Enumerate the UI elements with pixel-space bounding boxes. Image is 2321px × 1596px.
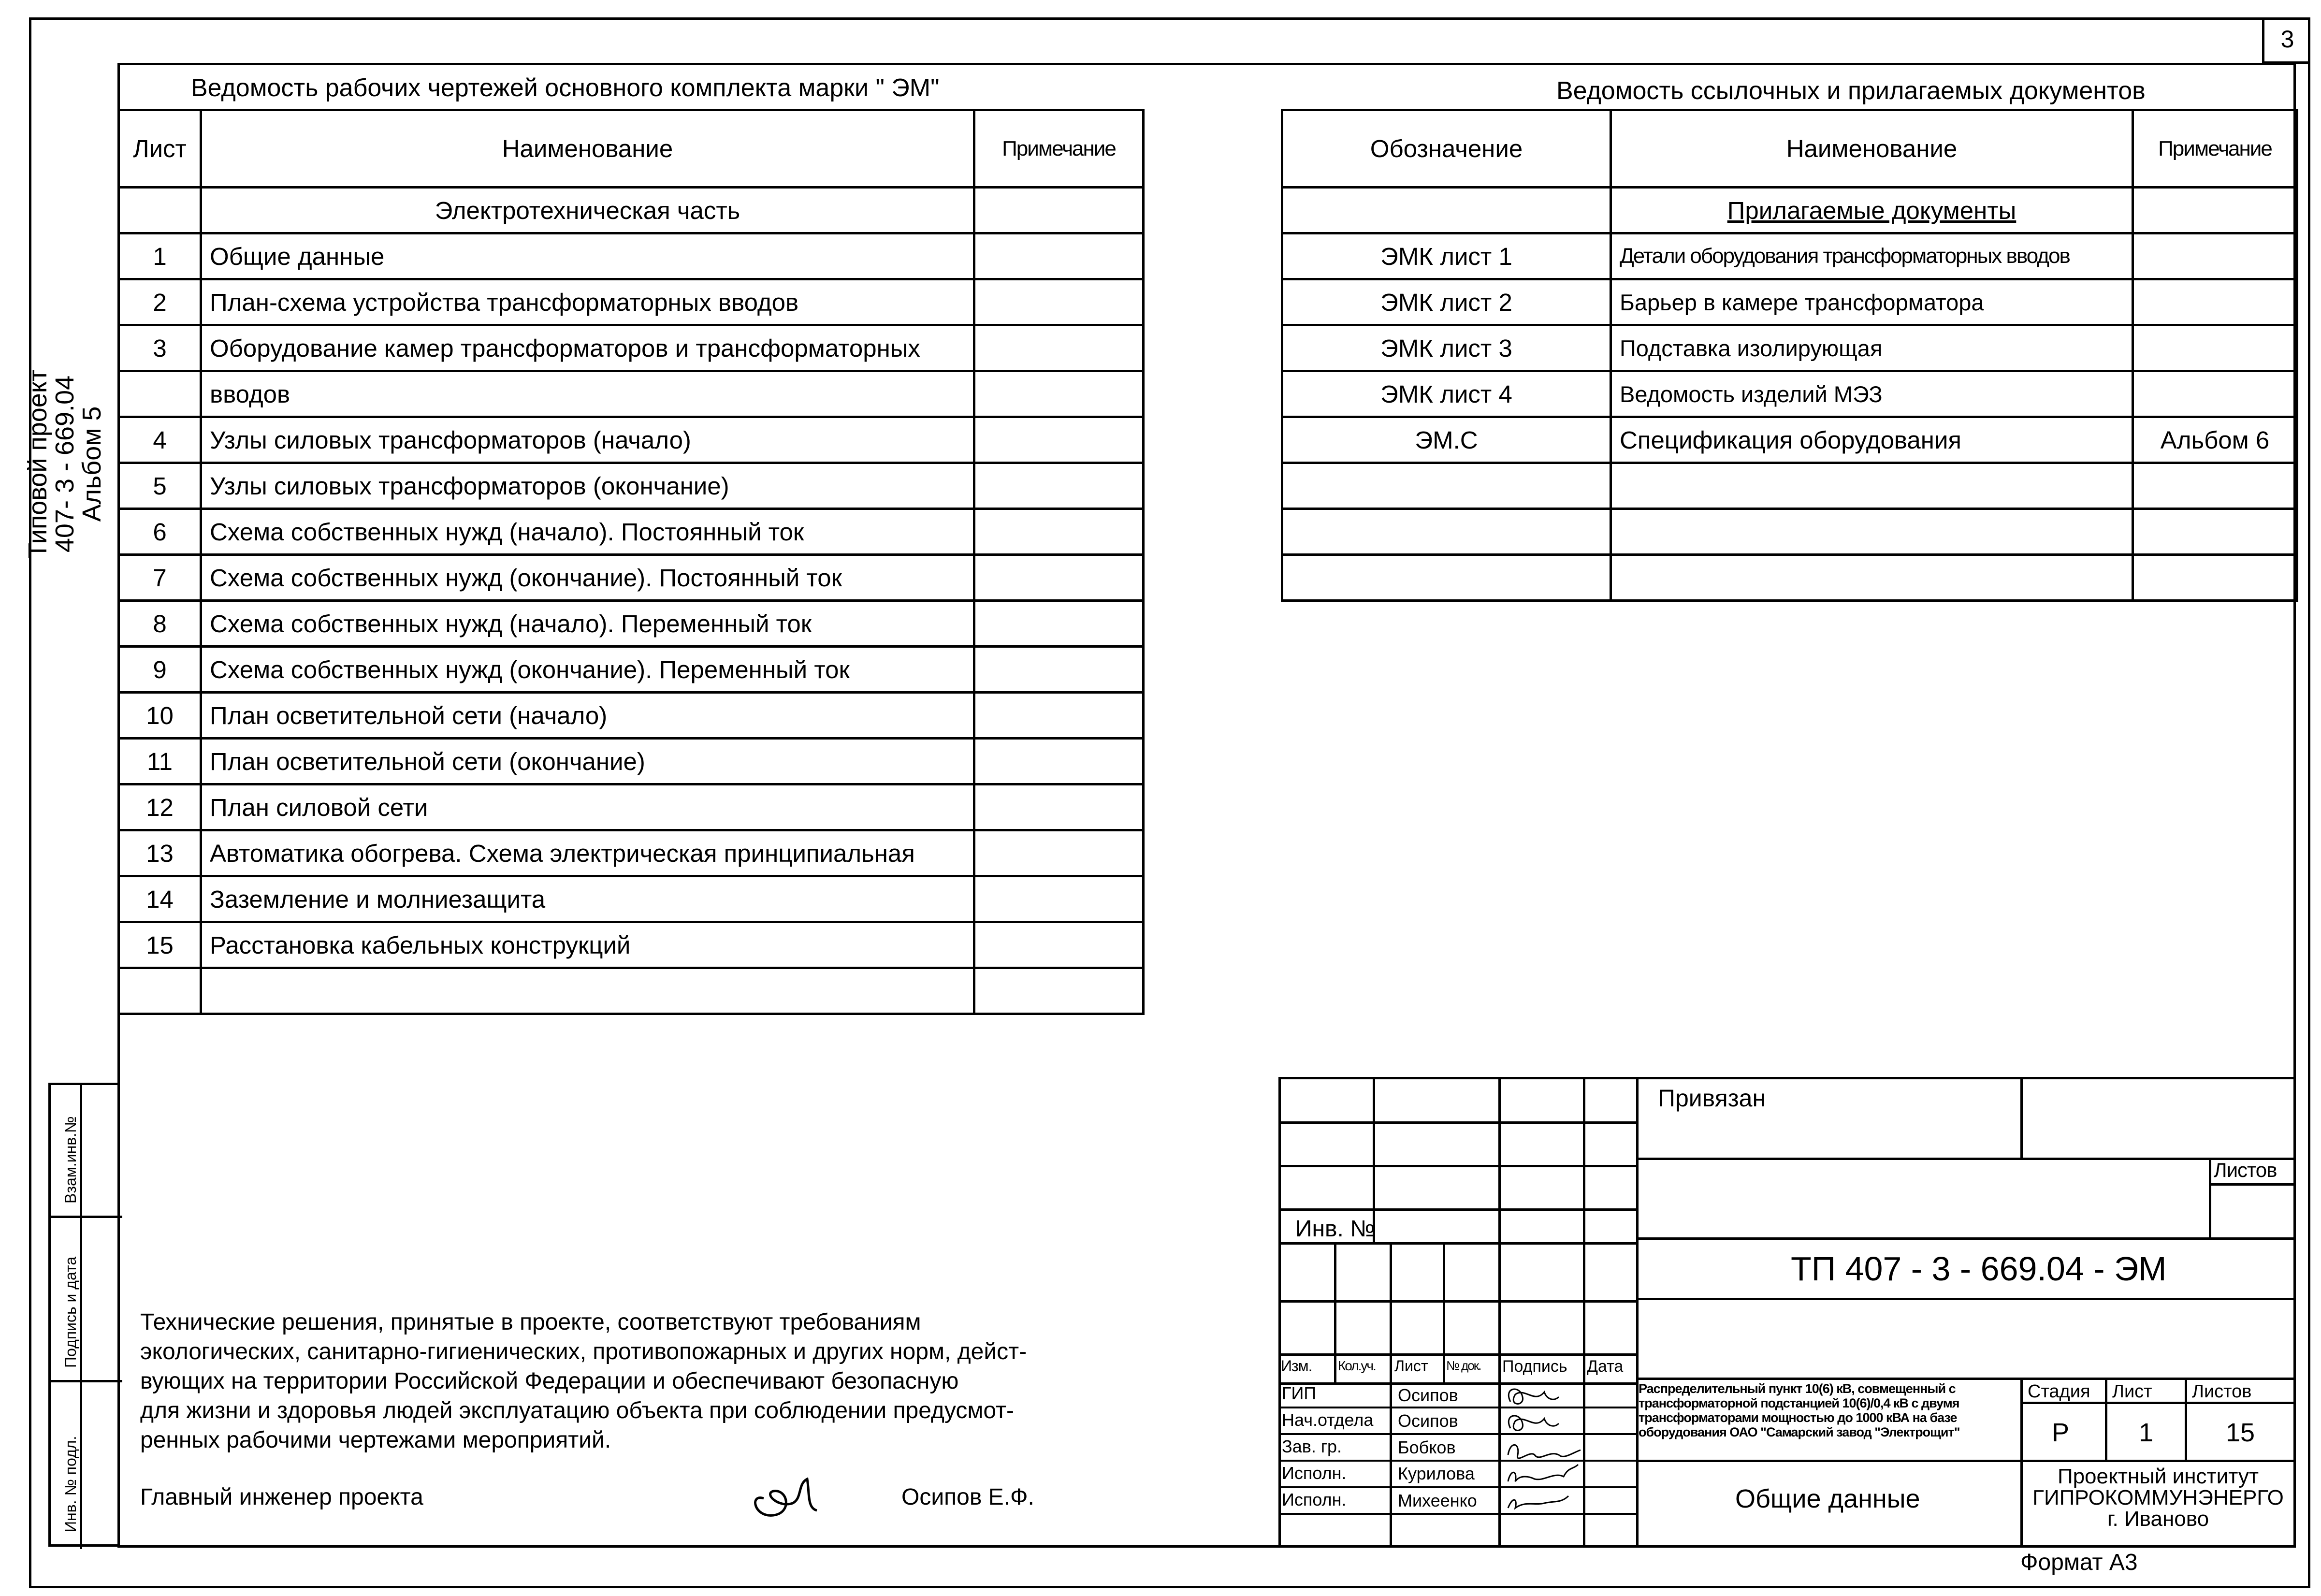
- row-sheet: 4: [119, 417, 201, 463]
- person-name: Бобков: [1398, 1437, 1456, 1457]
- table-row: [1282, 279, 2297, 325]
- col-signature: Подпись: [1502, 1357, 1567, 1376]
- statement-line: экологических, санитарно-гигиенических, противопожарных и других норм, дейст-: [140, 1339, 1027, 1364]
- sheets-label: Листов: [2192, 1381, 2252, 1402]
- row-name: [1611, 509, 2133, 555]
- row-name: [1611, 463, 2133, 509]
- sheet-value: 1: [2139, 1418, 2154, 1447]
- row-designation: ЭМК лист 2: [1282, 279, 1611, 325]
- inv-no-label: Инв. №: [1295, 1216, 1375, 1242]
- row-sheet: 10: [119, 693, 201, 739]
- row-name: Схема собственных нужд (начало). Переменный ток: [201, 601, 974, 647]
- privyazan-label: Привязан: [1658, 1085, 1766, 1112]
- row-name: Оборудование камер трансформаторов и трансформаторных: [201, 325, 974, 371]
- row-sheet: 7: [119, 555, 201, 601]
- row-sheet: 1: [119, 233, 201, 279]
- col-note-header: Примечание: [2133, 110, 2297, 188]
- statement-line: вующих на территории Российской Федерации и обеспечивают безопасную: [140, 1368, 959, 1394]
- table-row: [1282, 371, 2297, 417]
- row-note: [2133, 233, 2297, 279]
- row-name: Автоматика обогрева. Схема электрическая принципиальная: [201, 830, 974, 876]
- chief-engineer-name: Осипов Е.Ф.: [901, 1484, 1034, 1510]
- statement-line: Технические решения, принятые в проекте, соответствуют требованиям: [140, 1309, 921, 1335]
- chief-signature: [744, 1465, 841, 1527]
- table-row: [119, 784, 1144, 830]
- person-role: Нач.отдела: [1282, 1410, 1374, 1430]
- table-row: [119, 279, 1144, 325]
- page-number-box: [2262, 17, 2310, 64]
- person-role: Исполн.: [1282, 1463, 1347, 1483]
- project-desc-line: Распределительный пункт 10(6) кВ, совмещенный с: [1639, 1381, 1956, 1396]
- org-line1: Проектный институт: [2057, 1465, 2259, 1488]
- side-stamp-vzam: Взам.инв.№: [62, 1116, 79, 1204]
- row-name: [1611, 555, 2133, 601]
- row-name: Детали оборудования трансформаторных вводов: [1611, 233, 2133, 279]
- ref-docs-title: Ведомость ссылочных и прилагаемых документов: [1556, 77, 2146, 105]
- stage-value: Р: [2052, 1418, 2070, 1447]
- side-label-line1: Типовой проект: [23, 369, 52, 559]
- side-stamp: [48, 1083, 120, 1547]
- col-izm: Изм.: [1281, 1357, 1312, 1375]
- row-name: Схема собственных нужд (начало). Постоянный ток: [201, 509, 974, 555]
- col-designation-header: Обозначение: [1282, 110, 1611, 188]
- table-row: [119, 325, 1144, 371]
- person-name: Осипов: [1398, 1385, 1458, 1405]
- table-row: [1282, 233, 2297, 279]
- side-label-line2: 407- 3 - 669.04: [50, 375, 79, 553]
- row-name: вводов: [201, 371, 974, 417]
- document-code: ТП 407 - 3 - 669.04 - ЭМ: [1791, 1250, 2167, 1288]
- row-note: [2133, 555, 2297, 601]
- organization: [2023, 1466, 2293, 1530]
- col-list: Лист: [1394, 1357, 1428, 1375]
- row-name: Расстановка кабельных конструкций: [201, 922, 974, 968]
- compliance-statement: [140, 1307, 1027, 1455]
- row-sheet: 12: [119, 784, 201, 830]
- table-row: [1282, 417, 2297, 463]
- stage-label: Стадия: [2028, 1381, 2090, 1402]
- table-row: [119, 922, 1144, 968]
- row-designation: [1282, 509, 1611, 555]
- row-sheet: [119, 371, 201, 417]
- page-number: 3: [2280, 26, 2294, 53]
- col-sheet-header: Лист: [119, 110, 201, 188]
- row-designation: ЭМК лист 4: [1282, 371, 1611, 417]
- row-name: План осветительной сети (начало): [201, 693, 974, 739]
- person-name: Курилова: [1398, 1464, 1475, 1483]
- row-name: Схема собственных нужд (окончание). Переменный ток: [201, 647, 974, 693]
- person-name: Михеенко: [1398, 1491, 1477, 1510]
- row-designation: [1282, 463, 1611, 509]
- person-role: ГИП: [1282, 1383, 1317, 1403]
- table-row: [1282, 463, 2297, 509]
- col-name-header: Наименование: [1611, 110, 2133, 188]
- ref-docs-table: [1281, 109, 2298, 602]
- row-sheet: 3: [119, 325, 201, 371]
- chief-engineer-label: Главный инженер проекта: [140, 1484, 423, 1510]
- person-role: Исполн.: [1282, 1490, 1347, 1509]
- project-desc-line: оборудования ОАО "Самарский завод "Электрощит": [1639, 1425, 1960, 1439]
- side-project-label: [24, 343, 105, 585]
- table-row: [119, 830, 1144, 876]
- side-stamp-inv: Инв. № подл.: [62, 1436, 79, 1532]
- row-name: [201, 968, 974, 1014]
- table-row: [119, 601, 1144, 647]
- col-note-header: Примечание: [974, 110, 1144, 188]
- project-description: [1639, 1381, 2020, 1439]
- format-label: Формат А3: [2020, 1550, 2138, 1575]
- row-name: План-схема устройства трансформаторных вводов: [201, 279, 974, 325]
- side-stamp-podpis: Подпись и дата: [62, 1256, 79, 1368]
- table-row: [1282, 555, 2297, 601]
- col-doc-no: № док.: [1446, 1358, 1481, 1373]
- side-label-line3: Альбом 5: [77, 406, 106, 522]
- row-designation: ЭМК лист 1: [1282, 233, 1611, 279]
- row-sheet: 11: [119, 739, 201, 784]
- table-row: [119, 233, 1144, 279]
- table-row: [1282, 509, 2297, 555]
- table-row: [119, 463, 1144, 509]
- row-note: Альбом 6: [2133, 417, 2297, 463]
- row-sheet: 5: [119, 463, 201, 509]
- statement-line: ренных рабочими чертежами мероприятий.: [140, 1427, 611, 1453]
- row-note: [2133, 325, 2297, 371]
- table-row: [119, 739, 1144, 784]
- row-note: [2133, 463, 2297, 509]
- row-note: [2133, 279, 2297, 325]
- row-name: Схема собственных нужд (окончание). Постоянный ток: [201, 555, 974, 601]
- table-row: [119, 509, 1144, 555]
- person-name: Осипов: [1398, 1411, 1458, 1431]
- project-desc-line: трансформаторами мощностью до 1000 кВА на базе: [1639, 1410, 1957, 1425]
- row-sheet: 15: [119, 922, 201, 968]
- drawings-list-table: [117, 109, 1145, 1015]
- table-row: [119, 417, 1144, 463]
- row-name: Узлы силовых трансформаторов (окончание): [201, 463, 974, 509]
- row-sheet: 8: [119, 601, 201, 647]
- sheet-title: Общие данные: [1735, 1484, 1920, 1513]
- sheet-label: Лист: [2112, 1381, 2152, 1402]
- col-kol-uch: Кол.уч.: [1338, 1358, 1376, 1373]
- drawings-list-title: Ведомость рабочих чертежей основного комплекта марки " ЭМ": [191, 74, 940, 102]
- stamp-signatures: [1501, 1382, 1583, 1515]
- row-sheet: 9: [119, 647, 201, 693]
- section-label: Электротехническая часть: [201, 188, 974, 233]
- row-sheet: [119, 968, 201, 1014]
- sheets-value: 15: [2226, 1418, 2255, 1447]
- table-row: [1282, 325, 2297, 371]
- table-row: [119, 693, 1144, 739]
- row-note: [2133, 509, 2297, 555]
- statement-line: для жизни и здоровья людей эксплуатацию объекта при соблюдении предусмот-: [140, 1398, 1014, 1423]
- row-designation: ЭМК лист 3: [1282, 325, 1611, 371]
- table-row: [119, 647, 1144, 693]
- row-name: Барьер в камере трансформатора: [1611, 279, 2133, 325]
- table-row: [119, 968, 1144, 1014]
- col-name-header: Наименование: [201, 110, 974, 188]
- row-designation: [1282, 555, 1611, 601]
- row-name: Заземление и молниезащита: [201, 876, 974, 922]
- table-row: [119, 371, 1144, 417]
- row-sheet: 6: [119, 509, 201, 555]
- row-name: Узлы силовых трансформаторов (начало): [201, 417, 974, 463]
- row-note: [2133, 371, 2297, 417]
- org-line3: г. Иваново: [2107, 1507, 2209, 1531]
- table-row: [119, 876, 1144, 922]
- table-row: [119, 555, 1144, 601]
- row-name: Ведомость изделий МЭЗ: [1611, 371, 2133, 417]
- row-sheet: 13: [119, 830, 201, 876]
- org-line2: ГИПРОКОММУНЭНЕРГО: [2032, 1486, 2284, 1509]
- row-sheet: 14: [119, 876, 201, 922]
- project-desc-line: трансформаторной подстанцией 10(6)/0,4 кВ с двумя: [1639, 1396, 1959, 1410]
- listov-top-label: Листов: [2214, 1159, 2277, 1181]
- row-name: Подставка изолирующая: [1611, 325, 2133, 371]
- col-date: Дата: [1587, 1357, 1624, 1376]
- row-name: Спецификация оборудования: [1611, 417, 2133, 463]
- person-role: Зав. гр.: [1282, 1436, 1342, 1456]
- row-name: План осветительной сети (окончание): [201, 739, 974, 784]
- row-designation: ЭМ.С: [1282, 417, 1611, 463]
- row-name: План силовой сети: [201, 784, 974, 830]
- row-name: Общие данные: [201, 233, 974, 279]
- row-sheet: 2: [119, 279, 201, 325]
- section-label: Прилагаемые документы: [1727, 196, 2016, 224]
